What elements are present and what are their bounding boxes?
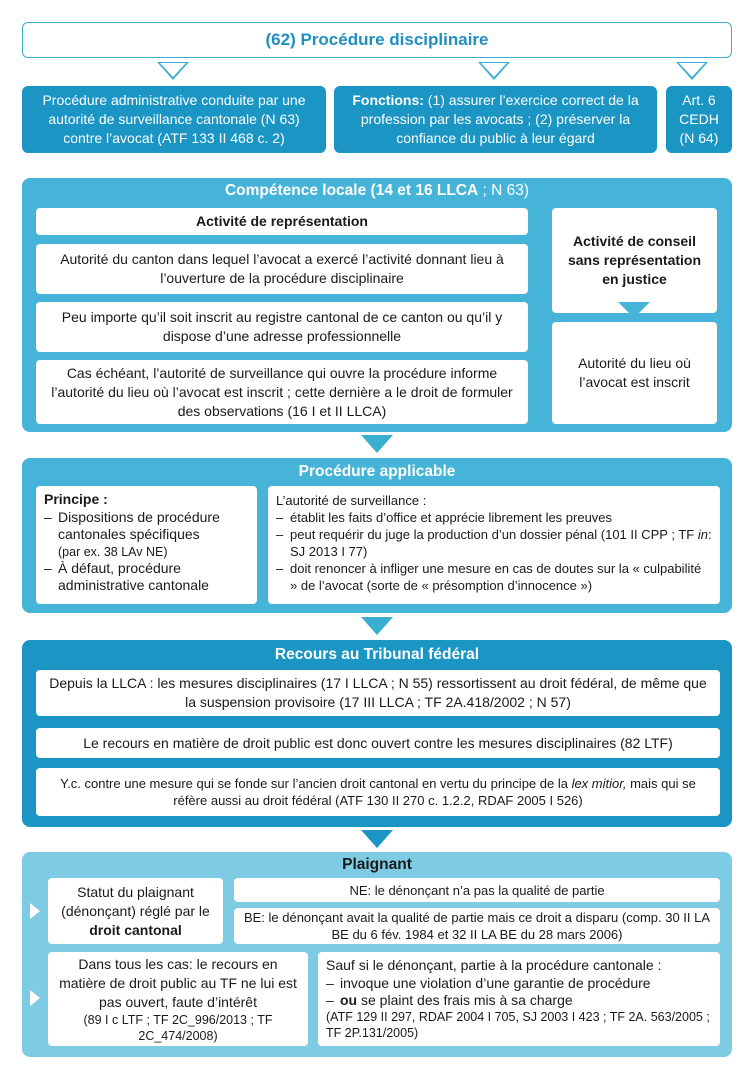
- functions-box: [334, 86, 657, 153]
- sauf-item-2-text: se plaint des frais mis à sa charge: [357, 992, 573, 1008]
- conseil-arrow: [618, 302, 650, 318]
- autorite-item-3-text: doit renoncer à infliger une mesure en cas de doutes sur la « culpabilité » de l’avocat (sorte de « présomption d’innocence »): [290, 561, 702, 593]
- sauf-item-2: [326, 992, 651, 1009]
- recours-box-2: [36, 728, 720, 758]
- sauf-item-1: [326, 975, 651, 992]
- autorite-box: [268, 486, 720, 604]
- sauf-item-1-text: invoque une violation d’une garantie de procédure: [340, 975, 651, 991]
- autorite-list: [276, 509, 712, 594]
- autorite-intro: L’autorité de surveillance :: [276, 493, 427, 508]
- principe-item-2: [44, 560, 249, 594]
- conseil-box: [552, 322, 717, 424]
- arrow-down-3: [361, 830, 393, 848]
- statut-text-bold: droit cantonal: [89, 921, 182, 938]
- statut-box: [48, 878, 223, 944]
- cedh-text: Art. 6 CEDH (N 64): [679, 92, 719, 146]
- sauf-box: [318, 952, 720, 1046]
- principe-list: [44, 509, 249, 594]
- recours-text-3-italic: lex mitior,: [571, 776, 627, 791]
- representation-text-1: Autorité du canton dans lequel l’avocat a exercé l’activité donnant lieu à l’ouverture de la procédure disciplinaire: [60, 251, 504, 286]
- admin-procedure-text: Procédure administrative conduite par une autorité de surveillance cantonale (N 63) contre l’avocat (ATF 133 II 468 c. 2): [42, 92, 306, 146]
- representation-title: [36, 208, 528, 235]
- statut-text-a: Statut du plaignant (dénonçant) réglé par le: [61, 883, 210, 919]
- sauf-intro: Sauf si le dénonçant, partie à la procédure cantonale :: [326, 957, 662, 973]
- arrow-down-1: [361, 435, 393, 453]
- tous-cas-ref: (89 I c LTF ; TF 2C_996/2013 ; TF 2C_474/2008): [83, 1012, 273, 1043]
- representation-text-3: Cas échéant, l’autorité de surveillance qui ouvre la procédure informe l’autorité du lieu où l’avocat est inscrit ; cette dernière a le droit de formuler des observations (16 I et II LLCA): [51, 364, 513, 419]
- plaignant-arrow-2: [30, 990, 40, 1006]
- autorite-item-2-text-b: : SJ 2013 I 77): [290, 527, 712, 559]
- conseil-title-text: Activité de conseil sans représentation en justice: [567, 233, 702, 287]
- representation-box-3: [36, 360, 528, 424]
- functions-label: Fonctions:: [352, 92, 424, 108]
- recours-text-2: Le recours en matière de droit public est donc ouvert contre les mesures disciplinaires (82 LTF): [83, 734, 673, 751]
- diagram-title-text: (62) Procédure disciplinaire: [265, 30, 489, 49]
- conseil-text: Autorité du lieu où l’avocat est inscrit: [578, 355, 691, 390]
- autorite-item-2: [276, 526, 712, 560]
- representation-box-2: [36, 302, 528, 352]
- recours-text-1: Depuis la LLCA : les mesures disciplinaires (17 I LLCA ; N 55) ressortissent au droit fédéral, de même que la suspension provisoire (17 III LLCA ; TF 2A.418/2002 ; N 57): [49, 675, 707, 710]
- competence-title-rest: ; N 63): [478, 182, 530, 199]
- connector-arrow-mid: [478, 62, 510, 80]
- representation-title-text: Activité de représentation: [196, 213, 368, 229]
- competence-title-bold: Compétence locale (14 et 16 LLCA: [224, 182, 479, 199]
- principe-item-1-text: Dispositions de procédure cantonales spécifiques: [58, 509, 220, 542]
- connector-arrow-left: [157, 62, 189, 80]
- competence-title: [22, 182, 732, 200]
- autorite-item-1: [276, 509, 712, 526]
- tous-cas-text: Dans tous les cas: le recours en matière de droit public au TF ne lui est pas ouvert, faute d’intérêt: [59, 955, 297, 1010]
- recours-text-3: [44, 775, 712, 809]
- functions-desc: (1) assurer l’exercice correct de la profession par les avocats ; (2) préserver la confiance du public à leur égard: [360, 92, 639, 146]
- ne-box: [234, 878, 720, 902]
- autorite-item-2-text-a: peut requérir du juge la production d’un dossier pénal (101 II CPP ; TF: [290, 527, 698, 542]
- principe-title: Principe :: [44, 491, 108, 507]
- representation-text-2: Peu importe qu’il soit inscrit au registre cantonal de ce canton ou qu’il y dispose d’une adresse professionnelle: [61, 309, 503, 344]
- functions-text: [340, 91, 651, 148]
- be-box: [234, 908, 720, 944]
- autorite-item-2-italic: in: [697, 527, 708, 542]
- plaignant-title: [22, 856, 732, 874]
- tous-cas-box: [48, 952, 308, 1046]
- plaignant-title-text: Plaignant: [342, 856, 412, 873]
- recours-text-3a: Y.c. contre une mesure qui se fonde sur l’ancien droit cantonal en vertu du principe de la: [60, 776, 572, 791]
- principe-item-1-ref: (par ex. 38 LAv NE): [58, 545, 168, 559]
- autorite-item-3: [276, 560, 712, 594]
- sauf-ref: (ATF 129 II 297, RDAF 2004 I 705, SJ 2003 I 423 ; TF 2A. 563/2005 ; TF 2P.131/2005): [326, 1010, 710, 1040]
- diagram-title: [22, 22, 732, 58]
- recours-box-1: [36, 670, 720, 716]
- representation-box-1: [36, 244, 528, 294]
- ne-text: NE: le dénonçant n’a pas la qualité de partie: [349, 882, 605, 898]
- recours-title: [22, 646, 732, 664]
- sauf-list: [326, 975, 651, 1009]
- autorite-item-1-text: établit les faits d’office et apprécie librement les preuves: [290, 510, 613, 525]
- statut-text: [56, 883, 215, 940]
- arrow-down-2: [361, 617, 393, 635]
- plaignant-arrow-1: [30, 903, 40, 919]
- connector-arrow-right: [676, 62, 708, 80]
- procedure-title-text: Procédure applicable: [298, 463, 456, 480]
- principe-box: [36, 486, 257, 604]
- be-text: BE: le dénonçant avait la qualité de partie mais ce droit a disparu (comp. 30 II LA BE du 6 fév. 1984 et 32 II LA BE du 28 mars 2006): [243, 910, 711, 942]
- recours-title-text: Recours au Tribunal fédéral: [274, 646, 480, 663]
- recours-box-3: [36, 768, 720, 816]
- principe-item-1: [44, 509, 249, 560]
- principe-item-2-text: À défaut, procédure administrative cantonale: [58, 560, 209, 593]
- cedh-box: [666, 86, 732, 153]
- procedure-title: [22, 463, 732, 481]
- recours-text-3b: mais qui se réfère aussi au droit fédéral (ATF 130 II 270 c. 1.2.2, RDAF 2005 I 526): [173, 776, 696, 808]
- sauf-item-2-bold: ou: [340, 992, 358, 1008]
- conseil-title: [552, 208, 717, 313]
- admin-procedure-box: [22, 86, 326, 153]
